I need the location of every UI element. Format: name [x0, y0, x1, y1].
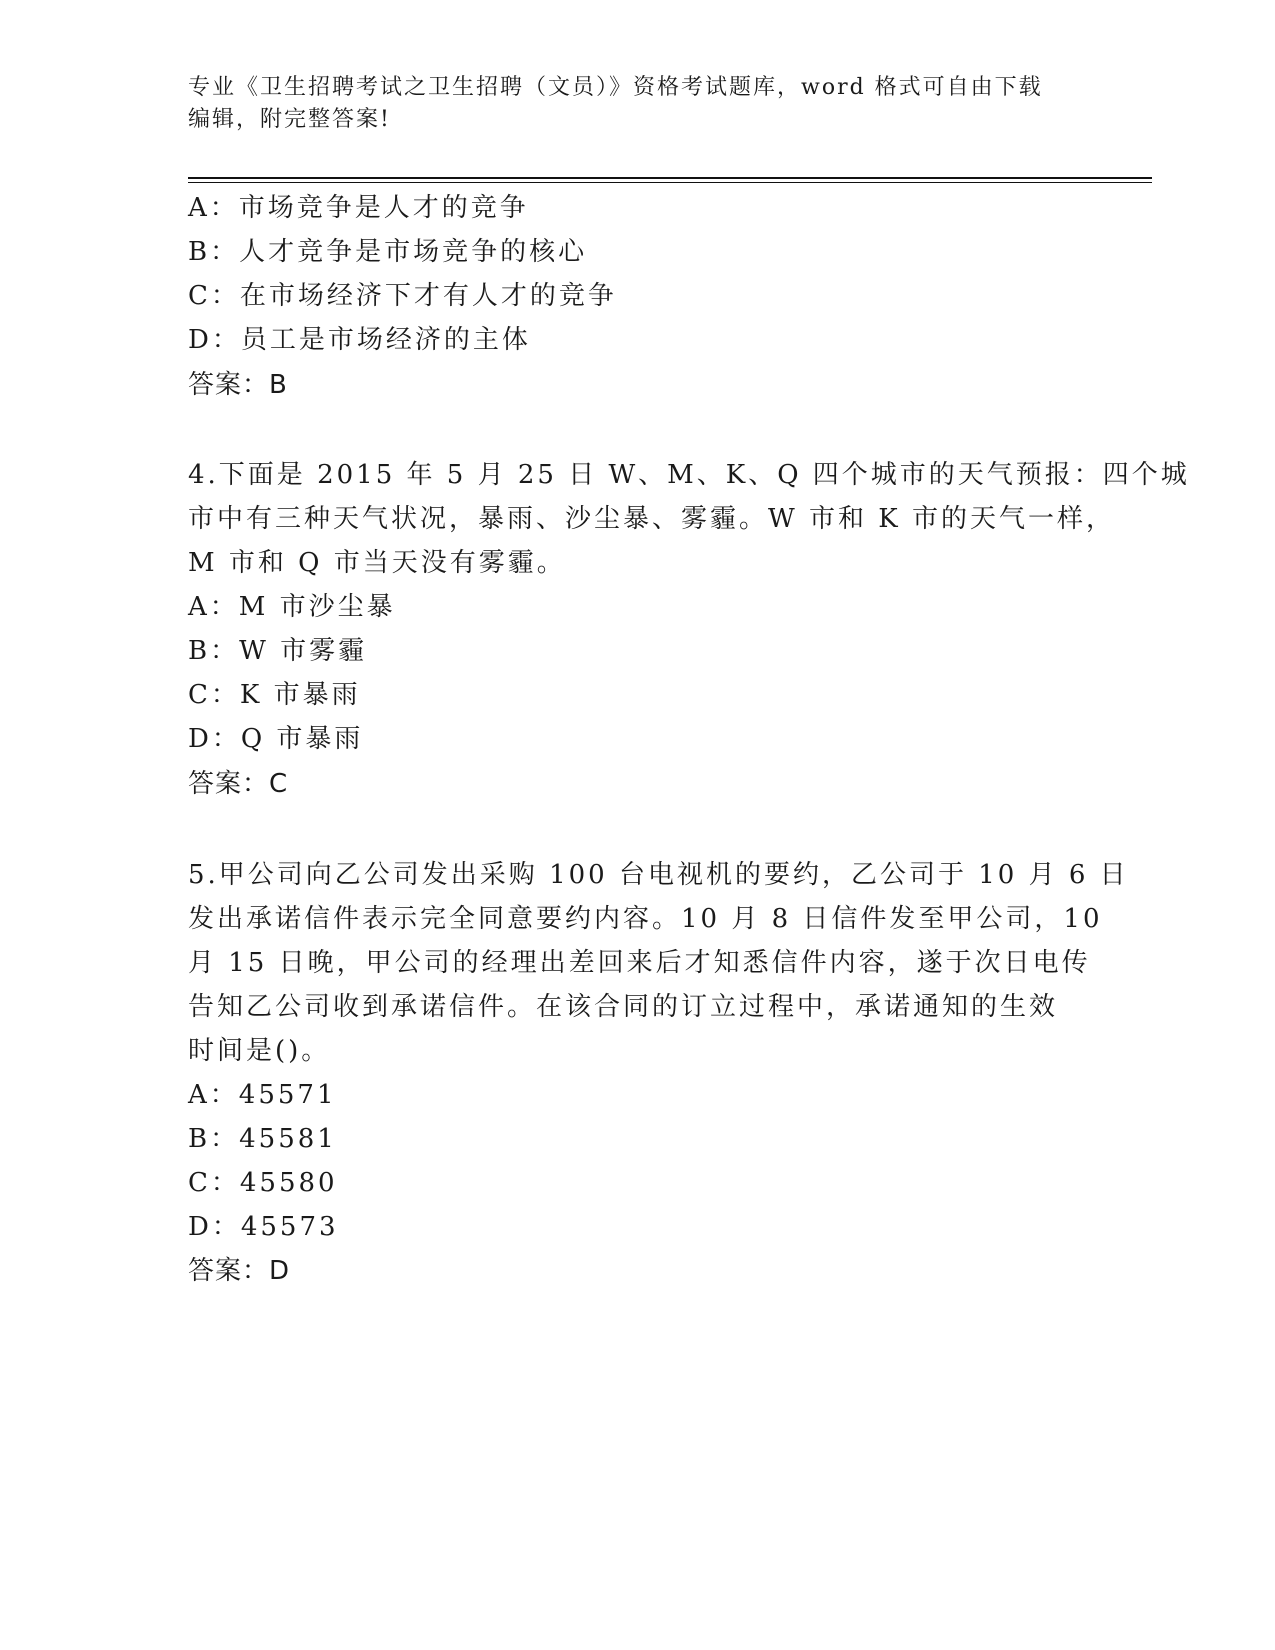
q5-option-d: D：45573 — [188, 1212, 339, 1242]
q3-option-c: C：在市场经济下才有人才的竞争 — [188, 281, 617, 311]
q4-option-b: B：W 市雾霾 — [188, 636, 368, 666]
q5-stem-line-1: 5.甲公司向乙公司发出采购 100 台电视机的要约，乙公司于 10 月 6 日 — [188, 860, 1129, 890]
q4-stem-line-1: 4.下面是 2015 年 5 月 25 日 W、M、K、Q 四个城市的天气预报：四个城 — [188, 460, 1190, 490]
q3-option-a: A：市场竞争是人才的竞争 — [188, 193, 529, 223]
q5-option-a: A：45571 — [188, 1080, 337, 1110]
document-header — [188, 72, 1088, 136]
header-divider-thin — [188, 182, 1152, 183]
q5-option-c: C：45580 — [188, 1168, 338, 1198]
header-line-1: 专业《卫生招聘考试之卫生招聘（文员）》资格考试题库，word 格式可自由下载 — [188, 75, 1043, 100]
q4-answer: 答案：C — [188, 769, 289, 799]
q3-option-b: B：人才竞争是市场竞争的核心 — [188, 237, 588, 267]
q4-stem-line-3: M 市和 Q 市当天没有雾霾。 — [188, 548, 566, 578]
q5-answer: 答案：D — [188, 1256, 291, 1286]
q4-option-c: C：K 市暴雨 — [188, 680, 361, 710]
q5-stem-line-5: 时间是()。 — [188, 1036, 331, 1066]
q5-stem-line-2: 发出承诺信件表示完全同意要约内容。10 月 8 日信件发至甲公司，10 — [188, 904, 1103, 934]
q5-stem-line-4: 告知乙公司收到承诺信件。在该合同的订立过程中，承诺通知的生效 — [188, 992, 1059, 1022]
q4-option-a: A：M 市沙尘暴 — [188, 592, 396, 622]
q3-answer: 答案：B — [188, 370, 288, 400]
q4-stem-line-2: 市中有三种天气状况，暴雨、沙尘暴、雾霾。W 市和 K 市的天气一样， — [188, 504, 1115, 534]
q3-option-d: D：员工是市场经济的主体 — [188, 325, 531, 355]
header-divider-thick — [188, 177, 1152, 179]
header-line-2: 编辑，附完整答案! — [188, 107, 391, 132]
q5-option-b: B：45581 — [188, 1124, 337, 1154]
q5-stem-line-3: 月 15 日晚，甲公司的经理出差回来后才知悉信件内容，遂于次日电传 — [188, 948, 1091, 978]
q4-option-d: D：Q 市暴雨 — [188, 724, 364, 754]
